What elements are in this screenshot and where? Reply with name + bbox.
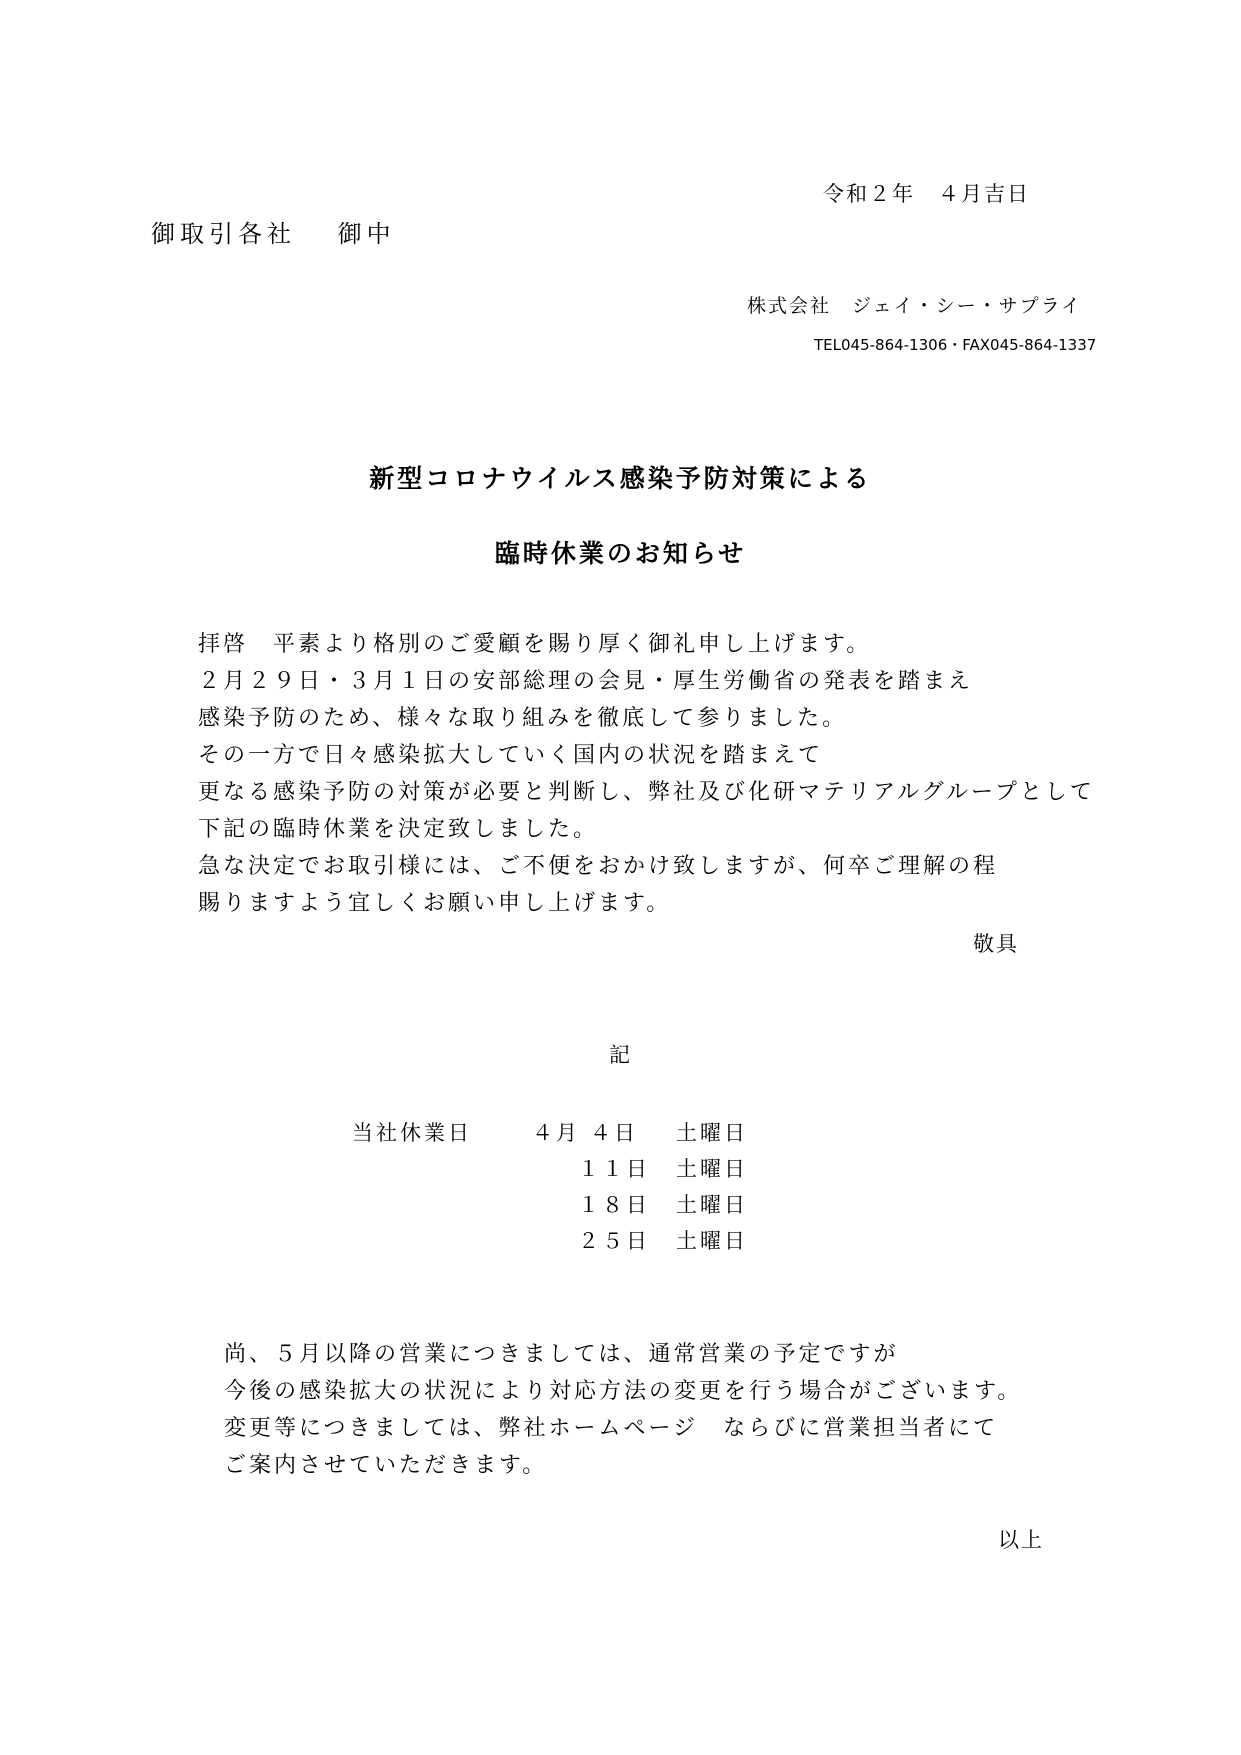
holiday-date: ２５日 [578,1229,650,1253]
holiday-weekday: 土曜日 [676,1193,748,1217]
body-line: 急な決定でお取引様には、ご不便をおかけ致しますが、何卒ご理解の程 [198,854,999,879]
holiday-weekday: 土曜日 [676,1229,748,1253]
note-line: 今後の感染拡大の状況により対応方法の変更を行う場合がございます。 [224,1379,1023,1404]
holiday-date: １１日 [578,1157,650,1181]
note-line: ご案内させていただきます。 [224,1453,548,1478]
body-line: 更なる感染予防の対策が必要と判断し、弊社及び化研マテリアルグループとして [198,780,1095,805]
body-line: その一方で日々感染拡大していく国内の状況を踏まえて [198,743,824,768]
holiday-weekday: 土曜日 [676,1121,748,1145]
end-mark: 以上 [998,1528,1044,1552]
note-line: 尚、５月以降の営業につきましては、通常営業の予定ですが [224,1342,899,1367]
body-line: 拝啓 平素より格別のご愛顧を賜り厚く御礼申し上げます。 [198,632,872,657]
holiday-date: １８日 [578,1193,650,1217]
body-line: 感染予防のため、様々な取り組みを徹底して参りました。 [198,706,848,731]
recipient: 御取引各社 御中 [151,220,396,248]
additional-note [224,1344,1022,1492]
document-title-line1: 新型コロナウイルス感染予防対策による [369,464,872,493]
body-text [198,634,1095,930]
sender-company: 株式会社 ジェイ・シー・サプライ [747,295,1083,317]
holiday-month: ４月 [532,1121,580,1145]
sender-contact: TEL045-864-1306・FAX045-864-1337 [814,336,1097,354]
holiday-weekday: 土曜日 [676,1157,748,1181]
document-date: 令和２年 ４月吉日 [823,182,1030,206]
holiday-label: 当社休業日 [352,1121,472,1145]
body-line: ２月２９日・３月１日の安部総理の会見・厚生労働省の発表を踏まえ [198,669,974,694]
body-line: 下記の臨時休業を決定致しました。 [198,817,599,842]
holiday-date: ４日 [590,1121,638,1145]
notice-heading: 記 [609,1043,630,1067]
closing-word: 敬具 [973,932,1019,956]
body-line: 賜りますよう宜しくお願い申し上げます。 [198,891,672,916]
note-line: 変更等につきましては、弊社ホームページ ならびに営業担当者にて [224,1416,999,1441]
document-title-line2: 臨時休業のお知らせ [494,539,747,568]
